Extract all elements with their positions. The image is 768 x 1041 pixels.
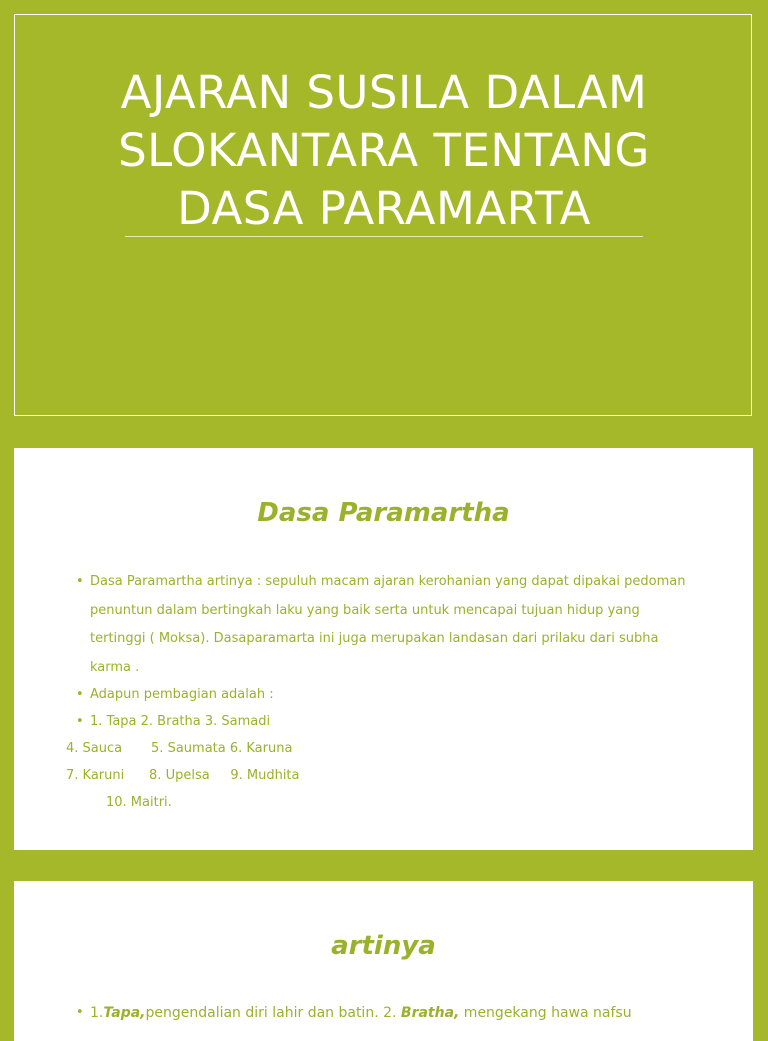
bullet-icon: • (76, 687, 84, 702)
title-slide[interactable] (0, 0, 768, 432)
bullet-division (76, 682, 688, 708)
title-line-1: AJARAN SUSILA DALAM (120, 66, 648, 119)
text-line: penuntun dalam bertingkah laku yang baik serta untuk mencapai tujuan hidup yang (90, 602, 640, 618)
list-line: 10. Maitri. (106, 795, 172, 810)
text-line: karma . (90, 659, 140, 675)
slide-title (40, 64, 728, 238)
bullet-meaning (76, 999, 688, 1028)
slide-body (66, 568, 688, 816)
item-prefix: 1. (90, 1005, 104, 1021)
bullet-icon: • (76, 714, 84, 729)
slide-artinya[interactable] (14, 881, 753, 1041)
text-line: Dasa Paramartha artinya : sepuluh macam ajaran kerohanian yang dapat dipakai pedoman (90, 574, 686, 589)
title-underline (125, 236, 643, 237)
slide-dasa-paramartha[interactable] (14, 448, 753, 850)
title-line-2: SLOKANTARA TENTANG (118, 124, 650, 177)
term-tapa: Tapa, (103, 1005, 146, 1021)
text-line (90, 999, 688, 1028)
term-tapa-text: pengendalian diri lahir dan batin. 2. (145, 1005, 401, 1021)
slide-heading: Dasa Paramartha (257, 498, 510, 528)
term-bratha-text: mengekang hawa nafsu (459, 1005, 632, 1021)
bullet-list-start (76, 708, 688, 735)
text-line: Adapun pembagian adalah : (90, 687, 274, 702)
slide-heading: artinya (331, 931, 436, 961)
bullet-icon: • (76, 1005, 84, 1020)
text-line: tertinggi ( Moksa). Dasaparamarta ini juga merupakan landasan dari prilaku dari subha (90, 631, 659, 646)
title-line-3: DASA PARAMARTA (177, 182, 591, 235)
term-bratha: Bratha, (400, 1005, 460, 1021)
bullet-icon: • (76, 574, 84, 589)
list-line: 4. Sauca 5. Saumata 6. Karuna (66, 741, 293, 756)
list-line: 7. Karuni 8. Upelsa 9. Mudhita (66, 768, 300, 783)
bullet-definition (76, 568, 688, 682)
text-line: 1. Tapa 2. Bratha 3. Samadi (90, 714, 271, 729)
slide-body (76, 999, 688, 1028)
